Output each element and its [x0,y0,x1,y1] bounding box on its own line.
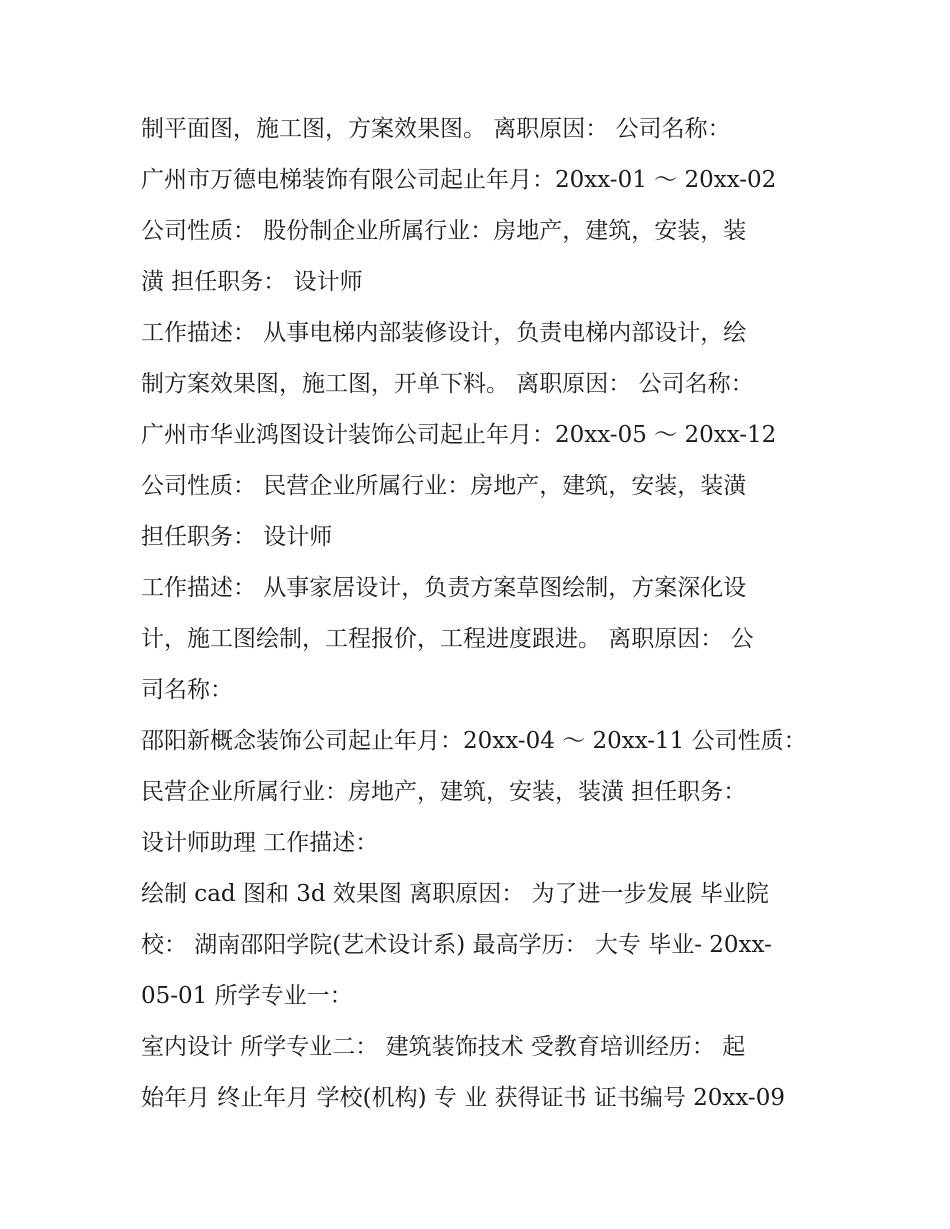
text-line: 校： 湖南邵阳学院(艺术设计系) 最高学历： 大专 毕业- 20xx- [141,932,772,958]
text-line: 制方案效果图，施工图，开单下料。 离职原因： 公司名称： [141,371,754,397]
text-line: 始年月 终止年月 学校(机构) 专 业 获得证书 证书编号 20xx-09 [141,1085,785,1111]
text-line: 广州市万德电梯装饰有限公司起止年月：20xx-01 ～ 20xx-02 [141,167,777,193]
text-line: 司名称： [141,677,233,703]
text-line: 工作描述： 从事家居设计，负责方案草图绘制，方案深化设 [141,575,747,601]
text-line: 05-01 所学专业一： [141,983,353,1009]
text-line: 室内设计 所学专业二： 建筑装饰技术 受教育培训经历： 起 [141,1034,746,1060]
text-line: 担任职务： 设计师 [141,524,333,550]
text-line: 计，施工图绘制，工程报价，工程进度跟进。 离职原因： 公 [141,626,754,652]
text-line: 绘制 cad 图和 3d 效果图 离职原因： 为了进一步发展 毕业院 [141,881,769,907]
text-line: 广州市华业鸿图设计装饰公司起止年月：20xx-05 ～ 20xx-12 [141,422,777,448]
text-line: 潢 担任职务： 设计师 [141,269,363,295]
text-line: 民营企业所属行业：房地产，建筑，安装，装潢 担任职务： [141,779,747,805]
text-line: 工作描述： 从事电梯内部装修设计，负责电梯内部设计，绘 [141,320,747,346]
text-line: 公司性质： 股份制企业所属行业：房地产，建筑，安装，装 [141,218,747,244]
text-line: 设计师助理 工作描述： [141,830,379,856]
text-line: 邵阳新概念装饰公司起止年月：20xx-04 ～ 20xx-11 公司性质： [141,728,807,754]
document-body [141,104,821,1124]
text-line: 制平面图，施工图，方案效果图。 离职原因： 公司名称： [141,116,731,142]
text-line: 公司性质： 民营企业所属行业：房地产，建筑，安装，装潢 [141,473,747,499]
